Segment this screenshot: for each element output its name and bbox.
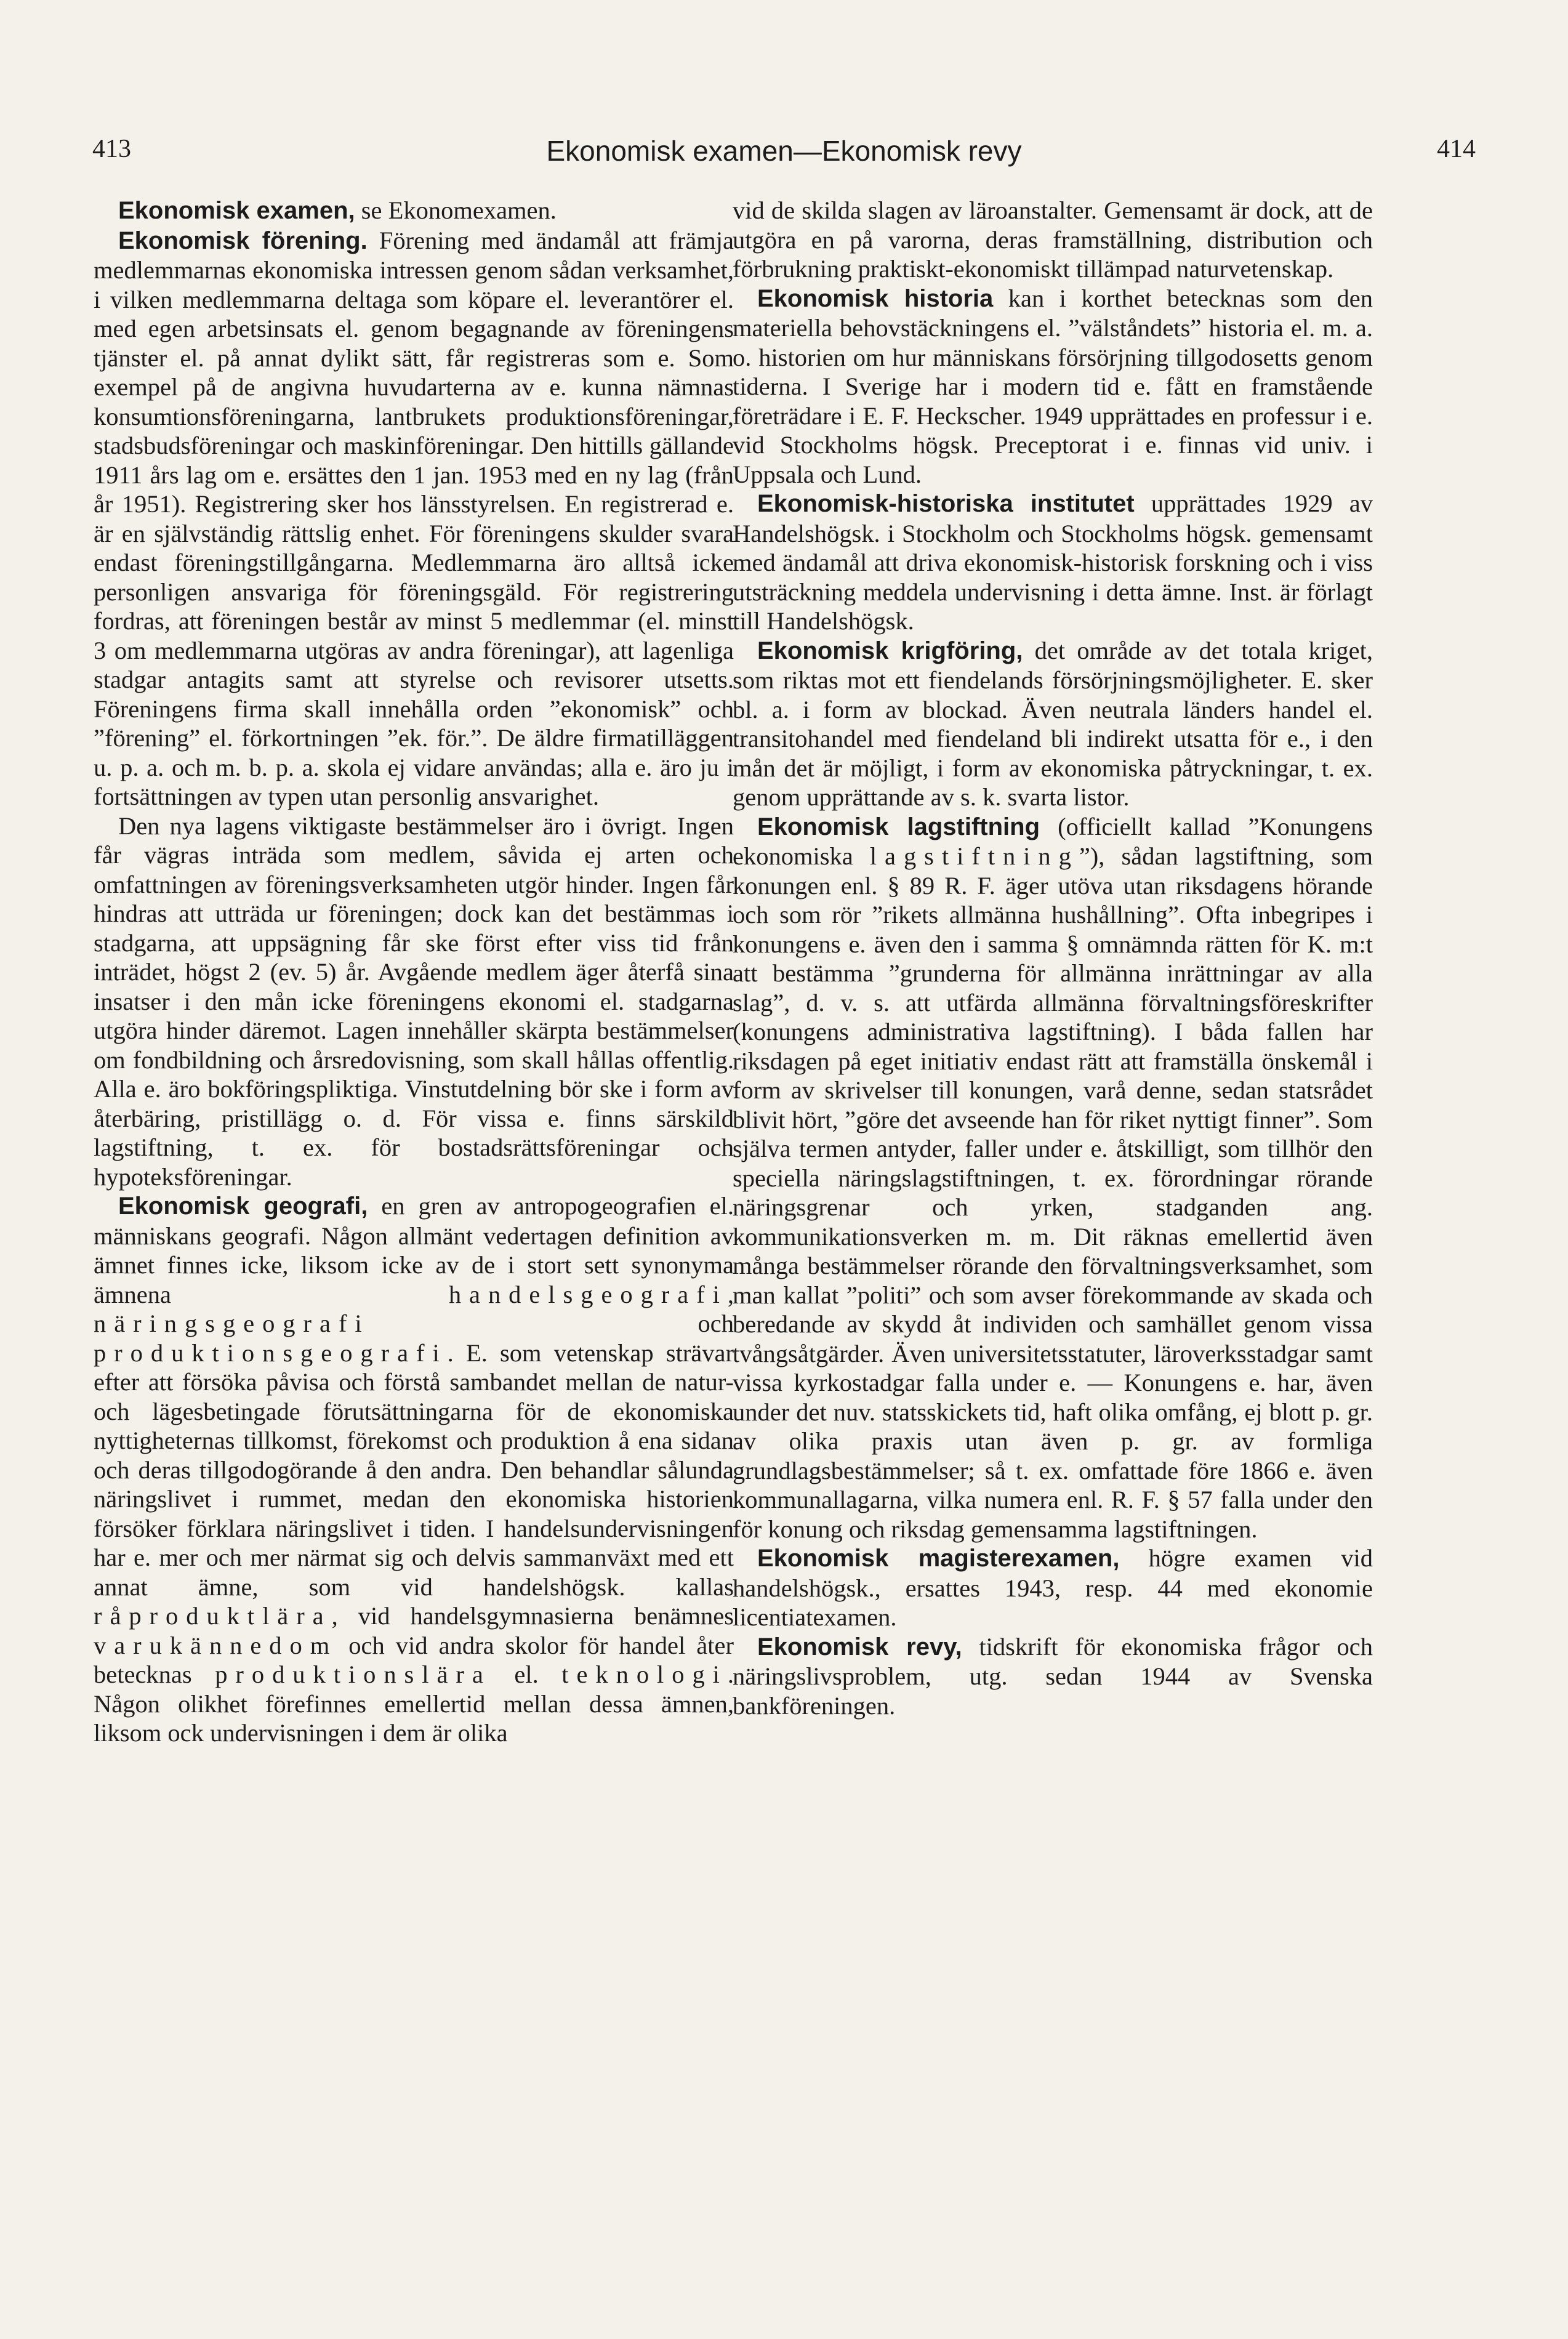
entry-ekonomisk-forening <box>94 226 734 811</box>
spaced-term: teknologi <box>561 1661 728 1688</box>
entry-text: (officiellt kallad ”Konungens ekonomiska <box>733 812 1373 870</box>
entry-text: kan i korthet betecknas som den materiella behovstäckningens el. ”välståndets” historia el. m. a. o. historien om hur människans försörjning tillgodosetts genom tiderna. I Sverige har i modern tid e. fått en framstående företrädare i E. F. Heckscher. 1949 upprättades en professur i e. vid Stockholms högsk. Preceptorat i e. finnas vid univ. i Uppsala och Lund. <box>733 284 1373 488</box>
right-column <box>733 196 1373 1720</box>
entry-ekonomisk-geografi-cont: vid de skilda slagen av läroanstalter. Gemensamt är dock, att de utgöra en på varorna, deras framställning, distribution och förbrukning praktiskt-ekonomiskt tillämpad naturvetenskap. <box>733 196 1373 283</box>
spaced-term: produktionsgeografi <box>94 1339 448 1367</box>
entry-text: . Någon olikhet förefinnes emellertid mellan dessa ämnen, liksom ock undervisningen i dem är olika <box>94 1661 734 1747</box>
page-number-left: 413 <box>92 135 131 163</box>
entry-text: el. <box>491 1661 562 1688</box>
entry-text: se Ekonomexamen. <box>355 196 557 224</box>
entry-text: upprättades 1929 av Handelshögsk. i Stockholm och Stockholms högsk. gemensamt med ändamål att driva ekonomisk-historisk forskning och i viss utsträckning meddela undervisning i detta ämne. Inst. är förlagt till Handelshögsk. <box>733 489 1373 635</box>
running-header <box>92 134 1476 183</box>
entry-ekonomisk-lagstiftning <box>733 812 1373 1544</box>
entry-headword: Ekonomisk magisterexamen, <box>757 1545 1120 1572</box>
entry-text: tidskrift för ekonomiska frågor och näringslivsproblem, utg. sedan 1944 av Svenska bankföreningen. <box>733 1632 1373 1720</box>
entry-ekonomisk-magisterexamen <box>733 1544 1373 1632</box>
spaced-term: råproduktlära <box>94 1602 332 1630</box>
entry-text: högre examen vid handelshögsk., ersattes 1943, resp. 44 med ekonomie licentiatexamen. <box>733 1544 1373 1631</box>
entry-headword: Ekonomisk revy, <box>757 1633 962 1661</box>
entry-headword: Ekonomisk historia <box>757 284 994 312</box>
entry-text: det område av det totala kriget, som riktas mot ett fiendelands försörjningsmöjligheter. E. sker bl. a. i form av blockad. Även neutrala länders handel el. transitohandel med fiendeland bli indirekt utsatta för e., i den mån det är möjligt, i form av ekonomiska påtryckningar, t. ex. genom upprättande av s. k. svarta listor. <box>733 636 1373 811</box>
entry-headword: Ekonomisk geografi, <box>118 1193 368 1220</box>
entry-headword: Ekonomisk förening. <box>118 227 368 254</box>
entry-ekonomisk-forening-cont: Den nya lagens viktigaste bestämmelser äro i övrigt. Ingen får vägras inträda som medlem, såvida ej arten och omfattningen av föreningsverksamheten utgör hinder. Ingen får hindras att utträda ur föreningen; dock kan det bestämmas i stadgarna, att uppsägning får ske först efter viss tid från inträdet, högst 2 (ev. 5) år. Avgående medlem äger återfå sina insatser i den mån icke föreningens ekonomi el. stadgarna utgöra hinder däremot. Lagen innehåller skärpta bestämmelser om fondbildning och årsredovisning, som skall hållas offentlig. Alla e. äro bokföringspliktiga. Vinstutdelning bör ske i form av återbäring, pristillägg o. d. För vissa e. finns särskild lagstiftning, t. ex. för bostadsrättsföreningar och hypoteksföreningar. <box>94 811 734 1191</box>
entry-text: , vid handelsgymnasierna benämnes <box>331 1602 734 1630</box>
spaced-term: näringsgeografi <box>94 1310 370 1337</box>
entry-headword: Ekonomisk examen, <box>118 197 355 224</box>
entry-headword: Ekonomisk-historiska institutet <box>757 490 1135 517</box>
page-number-right: 414 <box>1437 135 1476 163</box>
entry-text: och vid andra skolor för handel åter betecknas <box>94 1631 734 1688</box>
left-column <box>94 196 734 1748</box>
spaced-term: varukännedom <box>94 1631 338 1659</box>
entry-ekonomisk-revy <box>733 1632 1373 1721</box>
entry-ekonomisk-historiska-institutet <box>733 489 1373 636</box>
entry-ekonomisk-krigforing <box>733 636 1373 812</box>
spaced-term: lagstiftning <box>869 842 1079 870</box>
entry-text: . E. som vetenskap strävar efter att försöka påvisa och förstå sambandet mellan de natur- och lägesbetingade förutsättningarna för de ekonomiska nyttigheternas tillkomst, förekomst och produktion å ena sidan och deras tillgodogörande å den andra. Den behandlar sålunda näringslivet i rummet, medan den ekonomiska historien försöker förklara näringslivet i tiden. I handelsundervisningen har e. mer och mer närmat sig och delvis sammanväxt med ett annat ämne, som vid handelshögsk. kallas <box>94 1339 734 1601</box>
entry-text: Förening med ändamål att främja medlemmarnas ekonomiska intressen genom sådan verksamhet, i vilken medlemmarna deltaga som köpare el. leverantörer el. med egen arbetsinsats el. genom begagnande av föreningens tjänster el. på annat dylikt sätt, får registreras som e. Som exempel på de angivna huvudarterna av e. kunna nämnas konsumtionsföreningarna, lantbrukets produktionsföreningar, stadsbudsföreningar och maskinföreningar. Den hittills gällande 1911 års lag om e. ersättes den 1 jan. 1953 med en ny lag (från år 1951). Registrering sker hos länsstyrelsen. En registrerad e. är en självständig rättslig enhet. För föreningens skulder svara endast föreningstillgångarna. Medlemmarna äro alltså icke personligen ansvariga för föreningsgäld. För registrering fordras, att föreningen består av minst 5 medlemmar (el. minst 3 om medlemmarna utgöras av andra föreningar), att lagenliga stadgar antagits samt att styrelse och revisorer utsetts. Föreningens firma skall innehålla orden ”ekonomisk” och ”förening” el. förkortningen ”ek. för.”. De äldre firmatilläggen u. p. a. och m. b. p. a. skola ej vidare användas; alla e. äro ju i fortsättningen av typen utan personlig ansvarighet. <box>94 226 734 810</box>
entry-ekonomisk-examen <box>94 196 734 226</box>
entry-headword: Ekonomisk lagstiftning <box>757 813 1040 840</box>
spaced-term: produktionslära <box>215 1661 491 1688</box>
entry-text: , <box>727 1280 734 1308</box>
entry-headword: Ekonomisk krigföring, <box>757 637 1023 664</box>
entry-ekonomisk-historia <box>733 284 1373 489</box>
entry-ekonomisk-geografi <box>94 1191 734 1748</box>
entry-text: en gren av antropogeografien el. människans geografi. Någon allmänt vedertagen definition av ämnet finnes icke, liksom icke av de i stort sett synonyma ämnena <box>94 1192 734 1308</box>
spaced-term: handelsgeografi <box>448 1280 728 1308</box>
entry-text: och <box>369 1310 734 1337</box>
running-title: Ekonomisk examen—Ekonomisk revy <box>546 135 1022 167</box>
entry-text: ”), sådan lagstiftning, som konungen enl. § 89 R. F. äger utöva utan riksdagens hörande och som rör ”rikets allmänna hushållning”. Ofta inbegripes i konungens e. även den i samma § omnämnda rätten för K. m:t att bestämma ”grunderna för allmänna inrättningar av alla slag”, d. v. s. att utfärda allmänna förvaltningsföreskrifter (konungens administrativa lagstiftning). I båda fallen har riksdagen på eget initiativ endast rätt att framställa önskemål i form av skrivelser till konungen, varå denne, sedan statsrådet blivit hört, ”göre det avseende han för riket nyttigt finner”. Som själva termen antyder, faller under e. åtskilligt, som tillhör den speciella näringslagstiftningen, t. ex. förordningar rörande näringsgrenar och yrken, stadganden ang. kommunikationsverken m. m. Dit räknas emellertid även många bestämmelser rörande den förvaltningsverksamhet, som man kallat ”politi” och som avser förekommande av skada och beredande av skydd åt individen och samhället genom vissa tvångsåtgärder. Även universitetsstatuter, läroverksstadgar samt vissa kyrkostadgar falla under e. — Konungens e. har, även under det nuv. statsskickets tid, haft olika omfång, ej blott p. gr. av olika praxis utan även p. gr. av formliga grundlagsbestämmelser; så t. ex. omfattade före 1866 e. även kommunallagarna, vilka numera enl. R. F. § 57 falla under den för konung och riksdag gemensamma lagstiftningen. <box>733 842 1373 1543</box>
